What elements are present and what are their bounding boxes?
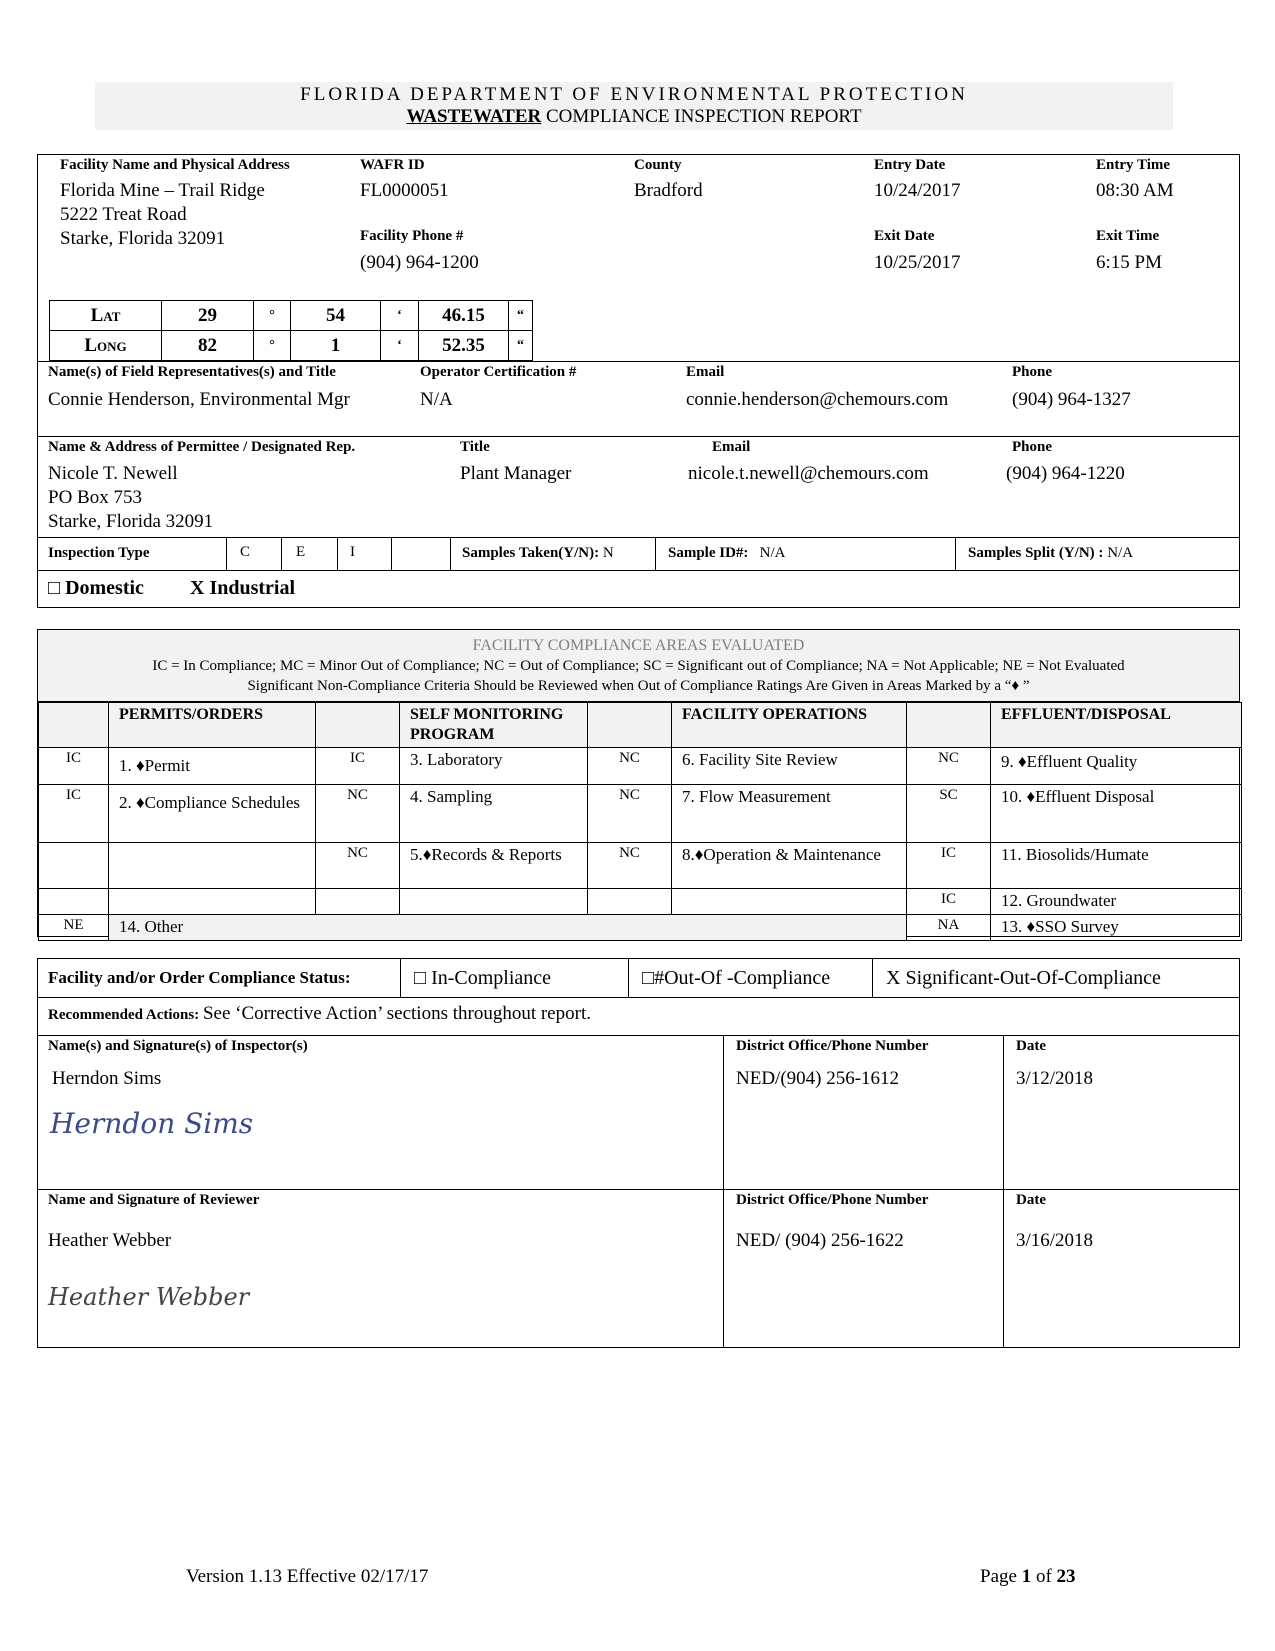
samples-split: Samples Split (Y/N) : N/A <box>968 545 1134 561</box>
inspection-type-c[interactable]: C <box>240 544 251 560</box>
area-flow-measurement: 7. Flow Measurement <box>672 785 907 843</box>
permittee-block <box>48 462 213 534</box>
area-effluent-disposal: 10. ♦Effluent Disposal <box>991 785 1242 843</box>
area-sampling: 4. Sampling <box>400 785 588 843</box>
inspection-type-label: Inspection Type <box>48 545 150 561</box>
long-seconds: 52.35 <box>419 331 509 361</box>
long-degrees: 82 <box>162 331 254 361</box>
inspector-date: 3/12/2018 <box>1016 1068 1094 1089</box>
rating-laboratory: IC <box>316 748 400 785</box>
area-permit: 1. ♦Permit <box>109 748 316 785</box>
inspector-label: Name(s) and Signature(s) of Inspector(s) <box>48 1038 308 1054</box>
area-operation-maintenance: 8.♦Operation & Maintenance <box>672 843 907 889</box>
header-permits: PERMITS/ORDERS <box>109 703 316 748</box>
area-biosolids: 11. Biosolids/Humate <box>991 843 1242 889</box>
field-rep-email-label: Email <box>686 364 725 380</box>
areas-header-row <box>39 703 1242 748</box>
permittee-phone: (904) 964-1220 <box>1006 463 1125 484</box>
rating-biosolids: IC <box>907 843 991 889</box>
second-symbol: “ <box>509 301 533 331</box>
report-title-rest: COMPLIANCE INSPECTION REPORT <box>541 106 862 127</box>
compliance-legend <box>38 630 1239 702</box>
rating-groundwater: IC <box>907 889 991 915</box>
area-other: 14. Other <box>109 915 907 941</box>
rating-legend: IC = In Compliance; MC = Minor Out of Compliance; NC = Out of Compliance; SC = Significant out of Compliance; NA = Not Applicable; NE = Not Evaluated <box>152 658 1125 674</box>
status-signature-box <box>37 958 1240 1348</box>
permittee-name: Nicole T. Newell <box>48 463 178 484</box>
operator-cert: N/A <box>420 389 453 410</box>
facility-info-box <box>37 154 1240 608</box>
county: Bradford <box>634 180 703 201</box>
field-rep-phone-label: Phone <box>1012 364 1053 380</box>
rating-other: NE <box>39 915 109 941</box>
samples-taken: Samples Taken(Y/N): N <box>462 545 614 561</box>
permittee-address-line1: PO Box 753 <box>48 487 142 508</box>
lat-long-table <box>49 300 533 361</box>
exit-time-label: Exit Time <box>1096 228 1160 244</box>
facility-address-line2: Starke, Florida 32091 <box>60 228 226 249</box>
header-effluent-disposal: EFFLUENT/DISPOSAL <box>991 703 1242 748</box>
recommended-actions: Recommended Actions: See ‘Corrective Action’ sections throughout report. <box>48 1003 591 1024</box>
rating-sso-survey: NA <box>907 915 991 941</box>
in-compliance-checkbox[interactable]: □ In-Compliance <box>414 967 552 989</box>
long-minutes: 1 <box>291 331 381 361</box>
minute-symbol: ‘ <box>381 331 419 361</box>
facility-address <box>60 179 265 251</box>
header-facility-operations: FACILITY OPERATIONS <box>672 703 907 748</box>
lat-row <box>50 301 533 331</box>
lat-minutes: 54 <box>291 301 381 331</box>
second-symbol: “ <box>509 331 533 361</box>
divider <box>38 436 1239 437</box>
reviewer-date: 3/16/2018 <box>1016 1230 1094 1251</box>
reviewer-name: Heather Webber <box>48 1230 172 1251</box>
permittee-title-label: Title <box>460 439 490 455</box>
reviewer-signature: Heather Webber <box>48 1283 250 1311</box>
out-of-compliance-checkbox[interactable]: □#Out-Of -Compliance <box>642 967 831 989</box>
table-row <box>39 785 1242 843</box>
field-rep-email: connie.henderson@chemours.com <box>686 389 949 410</box>
inspection-type-i[interactable]: I <box>350 544 355 560</box>
operator-cert-label: Operator Certification # <box>420 364 577 380</box>
inspector-name: Herndon Sims <box>52 1068 162 1089</box>
permittee-title: Plant Manager <box>460 463 572 484</box>
entry-time: 08:30 AM <box>1096 180 1174 201</box>
reviewer-date-label: Date <box>1016 1192 1046 1208</box>
report-title-bold: WASTEWATER <box>406 106 542 127</box>
inspector-office-label: District Office/Phone Number <box>736 1038 929 1054</box>
county-label: County <box>634 157 682 173</box>
inspection-row <box>38 537 1239 571</box>
lat-seconds: 46.15 <box>419 301 509 331</box>
inspector-signature: Herndon Sims <box>50 1107 254 1140</box>
rating-effluent-disposal: SC <box>907 785 991 843</box>
table-row <box>39 889 1242 915</box>
permittee-address-line2: Starke, Florida 32091 <box>48 511 214 532</box>
facility-name-label: Facility Name and Physical Address <box>60 157 290 173</box>
entry-date: 10/24/2017 <box>874 180 961 201</box>
reviewer-label: Name and Signature of Reviewer <box>48 1192 260 1208</box>
report-title <box>95 106 1173 128</box>
reviewer-office-label: District Office/Phone Number <box>736 1192 929 1208</box>
table-row <box>39 748 1242 785</box>
report-header <box>95 82 1173 130</box>
divider <box>38 361 1239 362</box>
field-rep-name: Connie Henderson, Environmental Mgr <box>48 389 350 410</box>
wafr-id: FL0000051 <box>360 180 449 201</box>
rating-effluent-quality: NC <box>907 748 991 785</box>
field-rep-phone: (904) 964-1327 <box>1012 389 1131 410</box>
area-facility-site-review: 6. Facility Site Review <box>672 748 907 785</box>
agency-title: FLORIDA DEPARTMENT OF ENVIRONMENTAL PROTECTION <box>300 84 968 105</box>
facility-name: Florida Mine – Trail Ridge <box>60 180 265 201</box>
inspection-type-e[interactable]: E <box>296 544 306 560</box>
compliance-areas-box <box>37 629 1240 937</box>
entry-date-label: Entry Date <box>874 157 946 173</box>
facility-address-line1: 5222 Treat Road <box>60 204 187 225</box>
rating-flow-measurement: NC <box>588 785 672 843</box>
rating-compliance-schedules: IC <box>39 785 109 843</box>
degree-symbol: ° <box>254 331 291 361</box>
facility-phone-label: Facility Phone # <box>360 228 464 244</box>
lat-degrees: 29 <box>162 301 254 331</box>
wafr-label: WAFR ID <box>360 157 425 173</box>
rating-records-reports: NC <box>316 843 400 889</box>
rating-permit: IC <box>39 748 109 785</box>
permittee-email-label: Email <box>712 439 751 455</box>
long-row <box>50 331 533 361</box>
area-compliance-schedules: 2. ♦Compliance Schedules <box>109 785 316 843</box>
rating-sampling: NC <box>316 785 400 843</box>
area-laboratory: 3. Laboratory <box>400 748 588 785</box>
sample-id: Sample ID#: N/A <box>668 545 786 561</box>
compliance-areas-table <box>38 702 1242 941</box>
facility-phone: (904) 964-1200 <box>360 252 479 273</box>
rating-operation-maintenance: NC <box>588 843 672 889</box>
criteria-note: Significant Non-Compliance Criteria Should be Reviewed when Out of Compliance Ratings Are Given in Areas Marked by a “♦ ” <box>247 678 1030 694</box>
long-label: Long <box>50 331 162 361</box>
table-row <box>39 843 1242 889</box>
minute-symbol: ‘ <box>381 301 419 331</box>
page-number: Page 1 of 23 <box>980 1566 1076 1587</box>
exit-date: 10/25/2017 <box>874 252 961 273</box>
exit-time: 6:15 PM <box>1096 252 1162 273</box>
reviewer-office: NED/ (904) 256-1622 <box>736 1230 904 1251</box>
area-sso-survey: 13. ♦SSO Survey <box>991 915 1242 941</box>
rating-facility-site-review: NC <box>588 748 672 785</box>
table-row <box>39 915 1242 941</box>
domestic-checkbox[interactable]: □ Domestic <box>48 577 144 599</box>
permittee-email: nicole.t.newell@chemours.com <box>688 463 929 484</box>
inspector-office: NED/(904) 256-1612 <box>736 1068 900 1089</box>
compliance-status-label: Facility and/or Order Compliance Status: <box>48 968 351 987</box>
lat-label: Lat <box>50 301 162 331</box>
area-effluent-quality: 9. ♦Effluent Quality <box>991 748 1242 785</box>
field-rep-label: Name(s) of Field Representatives(s) and Title <box>48 364 336 380</box>
areas-title: FACILITY COMPLIANCE AREAS EVALUATED <box>472 637 805 654</box>
inspector-date-label: Date <box>1016 1038 1046 1054</box>
area-groundwater: 12. Groundwater <box>991 889 1242 915</box>
permittee-label: Name & Address of Permittee / Designated Rep. <box>48 439 356 455</box>
permittee-phone-label: Phone <box>1012 439 1053 455</box>
exit-date-label: Exit Date <box>874 228 935 244</box>
significant-out-of-compliance-checkbox[interactable]: X Significant-Out-Of-Compliance <box>886 967 1161 989</box>
version-footer: Version 1.13 Effective 02/17/17 <box>186 1566 429 1587</box>
degree-symbol: ° <box>254 301 291 331</box>
header-self-monitoring: SELF MONITORING PROGRAM <box>400 703 588 748</box>
industrial-checkbox[interactable]: X Industrial <box>190 577 296 599</box>
entry-time-label: Entry Time <box>1096 157 1171 173</box>
area-records-reports: 5.♦Records & Reports <box>400 843 588 889</box>
